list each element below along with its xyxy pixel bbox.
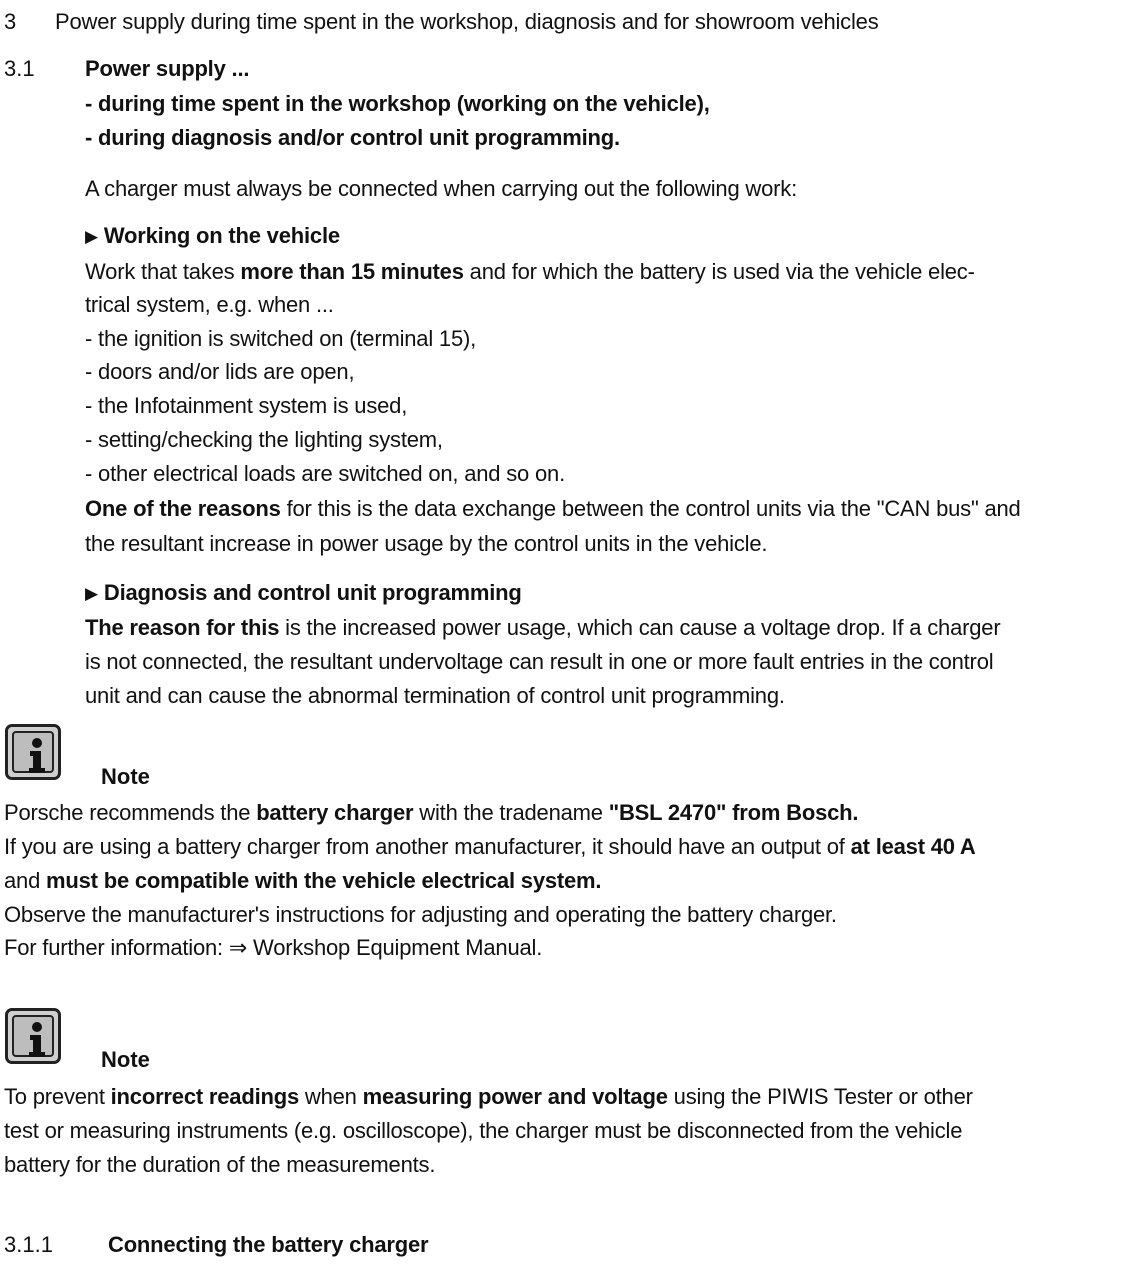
working-heading-text: Working on the vehicle [103,223,340,248]
text-run: for this is the data exchange between the control units via the "CAN bus" and [280,496,1021,521]
list-item: - doors and/or lids are open, [85,359,355,384]
subsection-number: 3.1 [4,56,35,81]
subsubsection-number: 3.1.1 [4,1232,53,1257]
note-label: Note [101,1047,150,1072]
text-run-bold: battery charger [256,800,414,825]
subsection-title-line: - during diagnosis and/or control unit programming. [85,125,620,150]
note-line [4,1080,973,1114]
section-number: 3 [4,9,17,34]
note-line [4,931,542,965]
text-run: using the PIWIS Tester or other [667,1084,973,1109]
note-line [4,796,858,830]
reason-line [85,492,1021,526]
manual-reference-link[interactable]: Workshop Equipment Manual. [247,935,543,960]
note-line [4,830,976,864]
list-item: - the Infotainment system is used, [85,393,408,418]
note-line: Observe the manufacturer's instructions for adjusting and operating the battery charger. [4,902,837,927]
diagnosis-heading-text: Diagnosis and control unit programming [103,580,522,605]
subsection-title-line: - during time spent in the workshop (working on the vehicle), [85,91,710,116]
info-icon [5,1008,61,1064]
note-line: battery for the duration of the measurements. [4,1152,436,1177]
note-line: test or measuring instruments (e.g. oscilloscope), the charger must be disconnected from the vehicle [4,1118,963,1143]
text-run: For further information: [4,935,229,960]
text-run-bold: incorrect readings [110,1084,299,1109]
working-heading [85,219,340,255]
working-paragraph-line [85,255,975,289]
intro-text: A charger must always be connected when carrying out the following work: [85,176,797,201]
diagnosis-line: unit and can cause the abnormal termination of control unit programming. [85,683,785,708]
subsection-title-line: Power supply ... [85,56,250,81]
note-line [4,864,601,898]
list-item: - the ignition is switched on (terminal 15), [85,326,477,351]
subsubsection-title: Connecting the battery charger [108,1232,429,1257]
triangle-bullet-icon: ▶ [85,227,98,246]
text-run: when [299,1084,363,1109]
text-run-bold: more than 15 minutes [240,259,464,284]
list-item: - setting/checking the lighting system, [85,427,443,452]
text-run-bold: One of the reasons [85,496,281,521]
note-label: Note [101,764,150,789]
text-run: with the tradename [413,800,609,825]
diagnosis-heading [85,576,522,612]
section-title: Power supply during time spent in the workshop, diagnosis and for showroom vehicles [55,9,879,34]
text-run: and [4,868,47,893]
reason-line: the resultant increase in power usage by the control units in the vehicle. [85,531,768,556]
diagnosis-line [85,611,1000,645]
arrow-right-icon: ⇒ [228,935,248,960]
text-run: To prevent [4,1084,111,1109]
text-run: is the increased power usage, which can cause a voltage drop. If a charger [279,615,1001,640]
text-run: If you are using a battery charger from another manufacturer, it should have an output of [4,834,851,859]
text-run-bold: measuring power and voltage [362,1084,668,1109]
text-run: Work that takes [85,259,241,284]
info-icon [5,724,61,780]
triangle-bullet-icon: ▶ [85,584,98,603]
text-run: Porsche recommends the [4,800,257,825]
text-run-bold: must be compatible with the vehicle electrical system. [46,868,602,893]
text-run-bold: at least 40 A [850,834,976,859]
working-paragraph-line: trical system, e.g. when ... [85,292,334,317]
list-item: - other electrical loads are switched on, and so on. [85,461,565,486]
text-run: and for which the battery is used via the vehicle elec- [463,259,975,284]
diagnosis-line: is not connected, the resultant undervoltage can result in one or more fault entries in the control [85,649,994,674]
text-run-bold: The reason for this [85,615,280,640]
text-run-bold: "BSL 2470" from Bosch. [608,800,859,825]
